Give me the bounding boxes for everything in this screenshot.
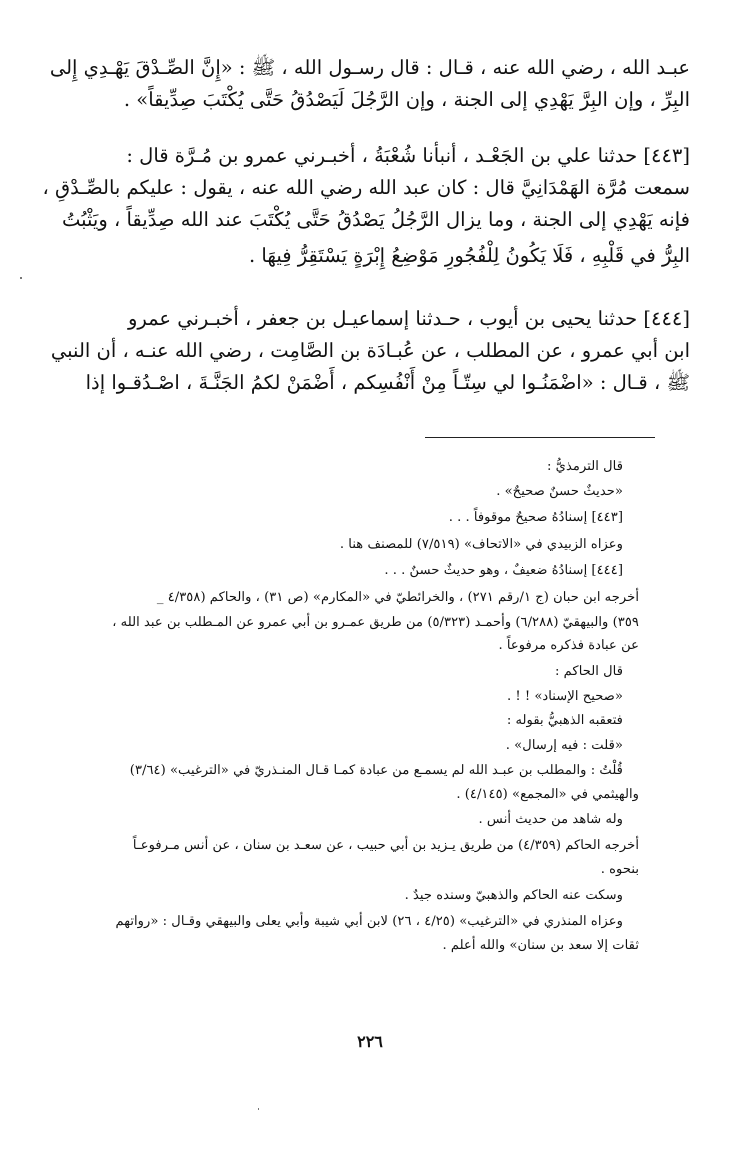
- footnote-line: عن عبادة فذكره مرفوعاً .: [498, 638, 639, 653]
- footnote-line: أخرجه الحاكم (٤/٣٥٩) من طريق يـزيد بن أبي حبيب ، عن سعـد بن سنان ، عن أنس مـرفوعـاً: [132, 838, 639, 853]
- hadith-text-line: عبـد الله ، رضي الله عنه ، قـال : قال رسـول الله ، ﷺ : «إِنَّ الصِّـدْقَ يَهْـدِي إِلى: [49, 56, 690, 79]
- hadith-443-line: [٤٤٣] حدثنا علي بن الجَعْـد ، أنبأنا شُعْبَةُ ، أخبـرني عمرو بن مُـرَّة قال :: [126, 144, 690, 167]
- hadith-444-line: [٤٤٤] حدثنا يحيى بن أيوب ، حـدثنا إسماعيـل بن جعفر ، أخبـرني عمرو: [127, 307, 690, 330]
- footnote-line: ثقات إلا سعد بن سنان» والله أعلم .: [442, 938, 639, 953]
- footnote-line: وعزاه الزبيدي في «الاتحاف» (٧/٥١٩) للمصنف هنا .: [339, 537, 623, 552]
- footnote-line: [٤٤٣] إسنادُهُ صحيحٌ موقوفاً . . .: [448, 510, 623, 525]
- footnote-line: [٤٤٤] إسنادُهُ ضعيفٌ ، وهو حديثٌ حسنٌ . . .: [384, 563, 623, 578]
- footnote-line: وسكت عنه الحاكم والذهبيّ وسنده جيدٌ .: [404, 888, 623, 903]
- hadith-443-line: فإنه يَهْدِي إلى الجنة ، وما يزال الرَّجُلُ يَصْدُقُ حَتَّى يُكْتَبَ عند الله صِدِّيقاً ، ويَثْبُتُ: [62, 208, 690, 231]
- footnote-line: «حديثٌ حسنٌ صحيحٌ» .: [496, 484, 623, 499]
- hadith-text-line: البِرِّ ، وإن البِرَّ يَهْدِي إلى الجنة ، وإن الرَّجُلَ لَيَصْدُقُ حَتَّى يُكْتَبَ صِدِّيقاً» .: [123, 88, 690, 111]
- page-number: ٢٢٦: [357, 1032, 383, 1051]
- hadith-443-line: سمعت مُرَّة الهَمْدَانِيَّ قال : كان عبد الله رضي الله عنه ، يقول : عليكم بالصِّـدْقِ ،: [42, 176, 690, 199]
- footnote-line: وله شاهد من حديث أنس .: [478, 812, 623, 827]
- footnote-separator: [425, 437, 655, 438]
- hadith-444-line: ﷺ ، قـال : «اضْمَنُـوا لي سِتّـاً مِنْ أَنْفُسِكم ، أَضْمَنْ لكمُ الجَنَّـةَ ، اصْـدُقـوا إذا: [85, 371, 690, 394]
- footnote-line: «صحيح الإسناد» ! ! .: [506, 689, 623, 704]
- footnote-line: قُلْتُ : والمطلب بن عبـد الله لم يسمـع من عبادة كمـا قـال المنـذريّ في «الترغيب» (٣/٦٤): [129, 763, 623, 778]
- hadith-444-line: ابن أبي عمرو ، عن المطلب ، عن عُبـادَة بن الصَّامِت ، رضي الله عنـه ، أن النبي: [50, 339, 690, 362]
- footnote-line: بنحوه .: [600, 862, 639, 877]
- scan-speck: [20, 277, 22, 279]
- footnote-line: وعزاه المنذري في «الترغيب» (٤/٢٥ ، ٢٦) لابن أبي شيبة وأبي يعلى والبيهقي وقـال : «رواتهم: [115, 914, 623, 929]
- hadith-443-line: البِرُّ في قَلْبِهِ ، فَلَا يَكُونُ لِلْفُجُورِ مَوْضِعُ إِبْرَةٍ يَسْتَقِرُّ فِيهَا .: [249, 244, 690, 267]
- footnote-line: قال الترمذيُّ :: [547, 459, 623, 474]
- footnote-line: أخرجه ابن حبان (ج ١/رقم ٢٧١) ، والخرائطيّ في «المكارم» (ص ٣١) ، والحاكم (٤/٣٥٨ _: [156, 590, 639, 605]
- scan-speck: [258, 1108, 259, 1110]
- footnote-line: فتعقبه الذهبيُّ بقوله :: [506, 713, 623, 728]
- footnote-line: قال الحاكم :: [555, 664, 623, 679]
- footnote-line: «قلت : فيه إرسال» .: [505, 738, 623, 753]
- footnote-line: والهيثمي في «المجمع» (٤/١٤٥) .: [456, 787, 639, 802]
- footnote-line: ٣٥٩) والبيهقيّ (٦/٢٨٨) وأحمـد (٥/٣٢٣) من طريق عمـرو بن أبي عمرو عن المـطلب بن عبد الله ،: [112, 615, 639, 630]
